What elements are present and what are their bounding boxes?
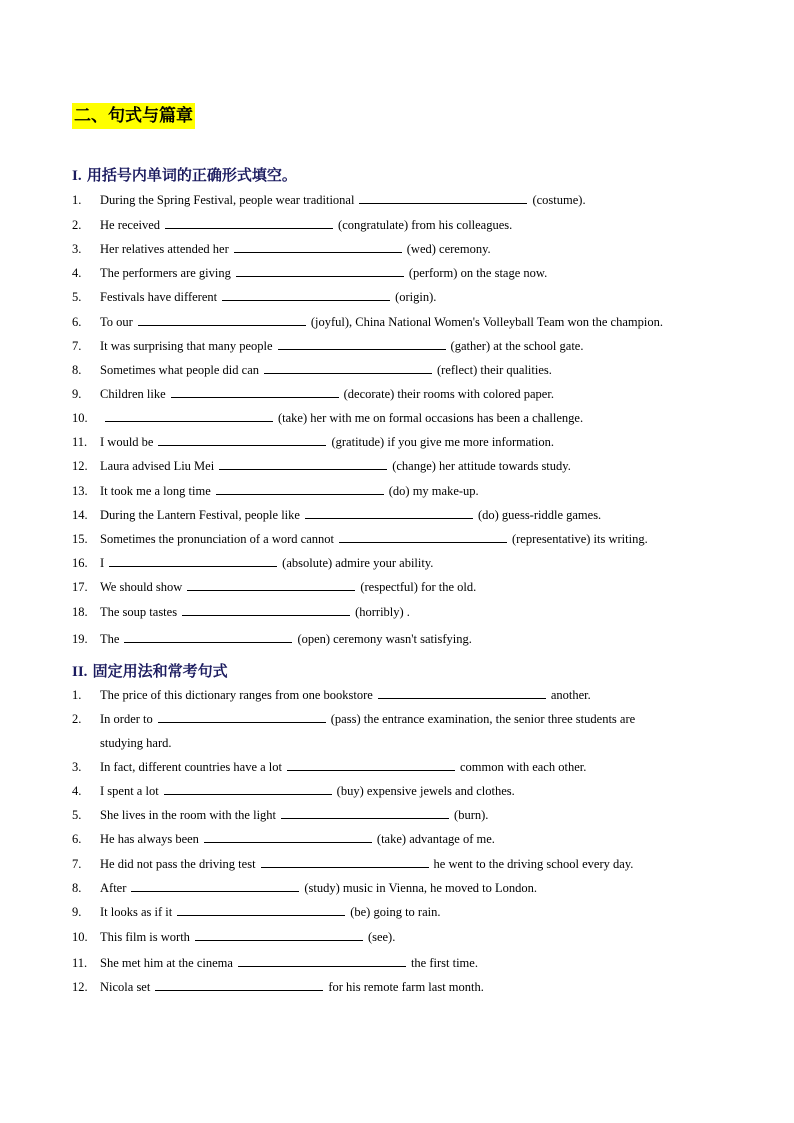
question-text-before: Sometimes what people did can bbox=[100, 363, 259, 377]
question-number: 17. bbox=[72, 580, 88, 594]
question-text-after: (costume). bbox=[532, 193, 586, 207]
question-item bbox=[72, 954, 478, 972]
question-text-before: He has always been bbox=[100, 832, 199, 846]
question-text-after: (origin). bbox=[395, 290, 437, 304]
answer-blank[interactable] bbox=[171, 385, 339, 398]
question-text-before: The performers are giving bbox=[100, 266, 231, 280]
question-text-before: In order to bbox=[100, 712, 153, 726]
question-number: 14. bbox=[72, 508, 88, 522]
question-text-before: She lives in the room with the light bbox=[100, 808, 277, 822]
answer-blank[interactable] bbox=[236, 264, 404, 277]
question-text-after: (see). bbox=[367, 930, 396, 944]
answer-blank[interactable] bbox=[105, 409, 273, 422]
question-text-after: (gather) at the school gate. bbox=[450, 339, 584, 353]
question-text-before: During the Spring Festival, people wear traditional bbox=[100, 193, 355, 207]
question-item bbox=[72, 855, 633, 873]
question-item bbox=[72, 506, 601, 524]
question-text-after: (gratitude) if you give me more information. bbox=[331, 435, 554, 449]
question-text-before: Laura advised Liu Mei bbox=[100, 459, 215, 473]
question-item bbox=[72, 554, 433, 572]
answer-blank[interactable] bbox=[264, 361, 432, 374]
question-text-before: Nicola set bbox=[100, 980, 151, 994]
question-item bbox=[72, 385, 554, 403]
answer-blank[interactable] bbox=[158, 710, 326, 723]
question-text-after: (pass) the entrance examination, the senior three students are bbox=[330, 712, 636, 726]
question-text-before: She met him at the cinema bbox=[100, 956, 233, 970]
question-text-before: Festivals have different bbox=[100, 290, 218, 304]
question-text-before: The soup tastes bbox=[100, 605, 178, 619]
question-text-before: Children like bbox=[100, 387, 166, 401]
question-number: 8. bbox=[72, 363, 82, 377]
question-number: 11. bbox=[72, 435, 88, 449]
question-text-after: the first time. bbox=[410, 956, 478, 970]
question-item bbox=[72, 191, 586, 209]
answer-blank[interactable] bbox=[281, 806, 449, 819]
answer-blank[interactable] bbox=[378, 686, 546, 699]
question-text-after: another. bbox=[550, 688, 591, 702]
answer-blank[interactable] bbox=[238, 954, 406, 967]
question-text-after: (congratulate) from his colleagues. bbox=[338, 218, 513, 232]
question-text-after: (reflect) their qualities. bbox=[437, 363, 552, 377]
answer-blank[interactable] bbox=[182, 603, 350, 616]
section-2-number: II. bbox=[72, 664, 88, 680]
question-number: 12. bbox=[72, 980, 88, 994]
question-number: 6. bbox=[72, 832, 82, 846]
question-item bbox=[72, 710, 635, 728]
question-number: 7. bbox=[72, 857, 82, 871]
answer-blank[interactable] bbox=[222, 288, 390, 301]
question-text-after: (joyful), China National Women's Volleyball Team won the champion. bbox=[310, 315, 663, 329]
question-item bbox=[72, 409, 583, 427]
question-item bbox=[72, 928, 395, 946]
question-text-after: (perform) on the stage now. bbox=[408, 266, 548, 280]
answer-blank[interactable] bbox=[219, 457, 387, 470]
question-number: 16. bbox=[72, 556, 88, 570]
answer-blank[interactable] bbox=[177, 903, 345, 916]
question-text-before: He received bbox=[100, 218, 161, 232]
question-text-before: I would be bbox=[100, 435, 154, 449]
answer-blank[interactable] bbox=[278, 337, 446, 350]
question-text-before: Her relatives attended her bbox=[100, 242, 229, 256]
question-text-before: We should show bbox=[100, 580, 183, 594]
question-number: 19. bbox=[72, 632, 88, 646]
question-text-before: To our bbox=[100, 315, 133, 329]
question-text-after: (horribly) . bbox=[355, 605, 410, 619]
question-text-after: (open) ceremony wasn't satisfying. bbox=[297, 632, 472, 646]
question-text-after: (decorate) their rooms with colored paper. bbox=[343, 387, 554, 401]
question-number: 12. bbox=[72, 459, 88, 473]
question-number: 13. bbox=[72, 484, 88, 498]
question-number: 10. bbox=[72, 930, 88, 944]
section-1-title bbox=[72, 165, 297, 186]
answer-blank[interactable] bbox=[138, 313, 306, 326]
question-text-after: (take) her with me on formal occasions has been a challenge. bbox=[278, 411, 584, 425]
question-text-before: During the Lantern Festival, people like bbox=[100, 508, 300, 522]
question-text-before: After bbox=[100, 881, 127, 895]
question-text-after: (do) my make-up. bbox=[388, 484, 479, 498]
question-text-after: (respectful) for the old. bbox=[360, 580, 477, 594]
question-item bbox=[72, 758, 586, 776]
answer-blank[interactable] bbox=[261, 855, 429, 868]
question-text-after: (wed) ceremony. bbox=[406, 242, 491, 256]
answer-blank[interactable] bbox=[187, 578, 355, 591]
answer-blank[interactable] bbox=[109, 554, 277, 567]
question-number: 2. bbox=[72, 218, 82, 232]
answer-blank[interactable] bbox=[158, 433, 326, 446]
section-2-title bbox=[72, 661, 228, 682]
question-text-before: Sometimes the pronunciation of a word cannot bbox=[100, 532, 334, 546]
question-text-after: (representative) its writing. bbox=[511, 532, 648, 546]
question-item bbox=[72, 830, 495, 848]
question-number: 4. bbox=[72, 784, 82, 798]
question-item bbox=[72, 578, 476, 596]
answer-blank[interactable] bbox=[359, 191, 527, 204]
answer-blank[interactable] bbox=[164, 782, 332, 795]
question-text-before: It looks as if it bbox=[100, 905, 173, 919]
answer-blank[interactable] bbox=[305, 506, 473, 519]
question-text-after: (absolute) admire your ability. bbox=[282, 556, 434, 570]
question-text-after: (burn). bbox=[454, 808, 489, 822]
question-item bbox=[72, 630, 472, 648]
question-text-before: It was surprising that many people bbox=[100, 339, 273, 353]
question-number: 4. bbox=[72, 266, 82, 280]
question-text-after: (change) her attitude towards study. bbox=[392, 459, 571, 473]
question-text-after: (do) guess-riddle games. bbox=[477, 508, 602, 522]
answer-blank[interactable] bbox=[131, 879, 299, 892]
question-number: 5. bbox=[72, 290, 82, 304]
question-text-after: common with each other. bbox=[459, 760, 587, 774]
section-1-number: I. bbox=[72, 168, 82, 184]
question-number: 9. bbox=[72, 905, 82, 919]
question-item bbox=[72, 264, 547, 282]
question-item bbox=[72, 313, 663, 331]
question-text-before: This film is worth bbox=[100, 930, 190, 944]
question-item bbox=[72, 530, 648, 548]
answer-blank[interactable] bbox=[124, 630, 292, 643]
question-item bbox=[72, 482, 479, 500]
question-text-before: He did not pass the driving test bbox=[100, 857, 256, 871]
section-2-title-text: 固定用法和常考句式 bbox=[92, 662, 228, 680]
question-item bbox=[72, 240, 491, 258]
question-text-before: I bbox=[100, 556, 105, 570]
question-text-after: (study) music in Vienna, he moved to London. bbox=[304, 881, 538, 895]
answer-blank[interactable] bbox=[339, 530, 507, 543]
answer-blank[interactable] bbox=[216, 482, 384, 495]
question-number: 2. bbox=[72, 712, 82, 726]
question-item bbox=[72, 879, 537, 897]
question-item bbox=[72, 978, 484, 996]
question-number: 1. bbox=[72, 688, 82, 702]
question-text-before: I spent a lot bbox=[100, 784, 159, 798]
question-text-before: The bbox=[100, 632, 120, 646]
question-text-before: The price of this dictionary ranges from one bookstore bbox=[100, 688, 373, 702]
question-number: 10. bbox=[72, 411, 88, 425]
question-item bbox=[72, 782, 515, 800]
question-text-after: for his remote farm last month. bbox=[328, 980, 484, 994]
question-number: 18. bbox=[72, 605, 88, 619]
question-continuation: studying hard. bbox=[100, 736, 172, 750]
question-number: 9. bbox=[72, 387, 82, 401]
question-item bbox=[72, 361, 552, 379]
answer-blank[interactable] bbox=[165, 216, 333, 229]
question-item bbox=[72, 337, 583, 355]
question-number: 6. bbox=[72, 315, 82, 329]
answer-blank[interactable] bbox=[204, 830, 372, 843]
question-text-after: (take) advantage of me. bbox=[376, 832, 495, 846]
answer-blank[interactable] bbox=[155, 978, 323, 991]
question-item bbox=[72, 216, 512, 234]
question-item bbox=[72, 288, 436, 306]
question-number: 7. bbox=[72, 339, 82, 353]
question-item bbox=[72, 806, 488, 824]
question-number: 8. bbox=[72, 881, 82, 895]
question-number: 11. bbox=[72, 956, 88, 970]
question-item bbox=[72, 603, 410, 621]
question-text-after: (be) going to rain. bbox=[350, 905, 441, 919]
answer-blank[interactable] bbox=[195, 928, 363, 941]
question-text-before: In fact, different countries have a lot bbox=[100, 760, 282, 774]
question-text-after: (buy) expensive jewels and clothes. bbox=[336, 784, 515, 798]
question-number: 1. bbox=[72, 193, 82, 207]
question-text-before: It took me a long time bbox=[100, 484, 211, 498]
section-1-title-text: 用括号内单词的正确形式填空。 bbox=[86, 166, 297, 184]
question-item bbox=[72, 433, 554, 451]
question-item bbox=[72, 457, 571, 475]
question-item bbox=[72, 686, 591, 704]
question-number: 3. bbox=[72, 242, 82, 256]
answer-blank[interactable] bbox=[287, 758, 455, 771]
section-heading: 二、句式与篇章 bbox=[72, 103, 195, 129]
question-number: 5. bbox=[72, 808, 82, 822]
question-text-after: he went to the driving school every day. bbox=[433, 857, 634, 871]
question-number: 15. bbox=[72, 532, 88, 546]
question-number: 3. bbox=[72, 760, 82, 774]
question-item bbox=[72, 903, 440, 921]
answer-blank[interactable] bbox=[234, 240, 402, 253]
